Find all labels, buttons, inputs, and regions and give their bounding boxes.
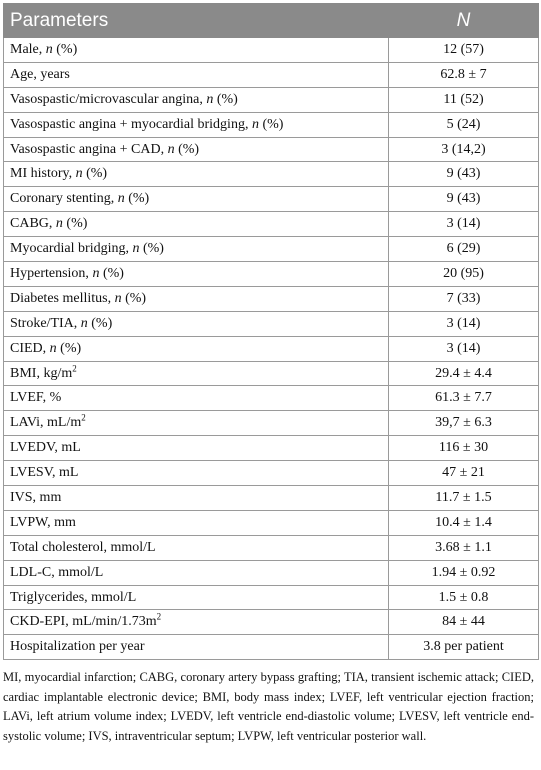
table-row: [4, 336, 539, 361]
label-text: BMI, kg/m: [10, 365, 73, 381]
label-suffix: (%): [124, 191, 150, 207]
parameter-value: 11.7 ± 1.5: [389, 486, 539, 511]
table-body: [4, 38, 539, 660]
table-row: [4, 361, 539, 386]
parameter-label: [4, 486, 389, 511]
table-row: [4, 585, 539, 610]
parameter-label: [4, 386, 389, 411]
label-italic: n: [132, 241, 140, 257]
table-row: [4, 162, 539, 187]
label-text: Stroke/TIA,: [10, 315, 81, 331]
table-row: [4, 560, 539, 585]
parameter-label: [4, 336, 389, 361]
parameter-value: 3 (14,2): [389, 137, 539, 162]
parameter-label: [4, 311, 389, 336]
table-row: [4, 311, 539, 336]
label-text: Myocardial bridging,: [10, 241, 133, 257]
label-superscript: 2: [81, 412, 86, 423]
label-text: Vasospastic angina + myocardial bridging,: [10, 116, 252, 132]
label-text: IVS, mm: [10, 489, 62, 505]
parameter-value: 47 ± 21: [389, 461, 539, 486]
parameter-label: [4, 237, 389, 262]
header-parameters: Parameters: [4, 4, 389, 38]
label-text: Vasospastic/microvascular angina,: [10, 91, 207, 107]
table-row: [4, 436, 539, 461]
parameter-value: 116 ± 30: [389, 436, 539, 461]
parameter-label: [4, 187, 389, 212]
label-text: Age, years: [10, 66, 70, 82]
parameters-table: [3, 3, 539, 660]
parameter-label: [4, 560, 389, 585]
parameter-value: 20 (95): [389, 262, 539, 287]
table-row: [4, 137, 539, 162]
parameter-label: [4, 610, 389, 635]
parameter-value: 3.68 ± 1.1: [389, 535, 539, 560]
label-text: Male,: [10, 41, 46, 57]
parameter-label: [4, 411, 389, 436]
parameter-value: 39,7 ± 6.3: [389, 411, 539, 436]
parameter-value: 61.3 ± 7.7: [389, 386, 539, 411]
table-row: [4, 535, 539, 560]
label-text: LVEF, %: [10, 390, 62, 406]
parameter-value: 5 (24): [389, 112, 539, 137]
table-row: [4, 610, 539, 635]
parameter-value: 62.8 ± 7: [389, 62, 539, 87]
table-row: [4, 237, 539, 262]
table-row: [4, 386, 539, 411]
table-row: [4, 62, 539, 87]
parameter-label: [4, 510, 389, 535]
parameter-value: 3 (14): [389, 212, 539, 237]
table-row: [4, 510, 539, 535]
table-row: [4, 112, 539, 137]
table-row: [4, 262, 539, 287]
label-text: LAVi, mL/m: [10, 415, 82, 431]
label-suffix: (%): [56, 340, 82, 356]
table-header-row: [4, 4, 539, 38]
parameter-value: 7 (33): [389, 286, 539, 311]
label-italic: n: [167, 141, 175, 157]
label-text: LVESV, mL: [10, 465, 79, 481]
table-row: [4, 212, 539, 237]
label-suffix: (%): [121, 290, 147, 306]
parameter-label: [4, 137, 389, 162]
parameter-label: [4, 635, 389, 660]
parameter-label: [4, 62, 389, 87]
label-text: LDL-C, mmol/L: [10, 564, 104, 580]
label-italic: n: [251, 116, 259, 132]
parameter-label: [4, 162, 389, 187]
label-suffix: (%): [258, 116, 284, 132]
label-text: Total cholesterol, mmol/L: [10, 539, 156, 555]
label-text: LVEDV, mL: [10, 440, 81, 456]
header-n: N: [389, 4, 539, 38]
label-suffix: (%): [87, 315, 113, 331]
label-text: CKD-EPI, mL/min/1.73m: [10, 614, 157, 630]
parameter-value: 10.4 ± 1.4: [389, 510, 539, 535]
parameter-value: 9 (43): [389, 162, 539, 187]
label-superscript: 2: [72, 362, 77, 373]
parameter-value: 1.94 ± 0.92: [389, 560, 539, 585]
label-text: Diabetes mellitus,: [10, 290, 115, 306]
parameter-value: 12 (57): [389, 38, 539, 63]
label-text: Hospitalization per year: [10, 639, 145, 655]
label-suffix: (%): [139, 241, 164, 257]
label-italic: n: [114, 290, 122, 306]
parameter-value: 11 (52): [389, 87, 539, 112]
parameter-label: [4, 461, 389, 486]
table-row: [4, 38, 539, 63]
label-suffix: (%): [174, 141, 200, 157]
parameter-label: [4, 38, 389, 63]
label-suffix: (%): [52, 41, 78, 57]
parameter-value: 84 ± 44: [389, 610, 539, 635]
label-italic: n: [45, 41, 53, 57]
parameter-label: [4, 585, 389, 610]
label-italic: n: [49, 340, 57, 356]
table-row: [4, 461, 539, 486]
parameter-value: 6 (29): [389, 237, 539, 262]
label-italic: n: [206, 91, 214, 107]
label-text: LVPW, mm: [10, 514, 76, 530]
label-superscript: 2: [156, 611, 162, 622]
label-text: CIED,: [10, 340, 50, 356]
table-row: [4, 87, 539, 112]
parameter-label: [4, 112, 389, 137]
label-text: Hypertension,: [10, 265, 93, 281]
label-italic: n: [92, 265, 100, 281]
label-text: Vasospastic angina + CAD,: [10, 141, 168, 157]
label-suffix: (%): [99, 265, 124, 281]
parameter-label: [4, 436, 389, 461]
label-suffix: (%): [82, 166, 108, 182]
parameter-value: 29.4 ± 4.4: [389, 361, 539, 386]
label-text: Coronary stenting,: [10, 191, 118, 207]
parameter-label: [4, 262, 389, 287]
parameter-value: 3 (14): [389, 336, 539, 361]
label-text: CABG,: [10, 216, 56, 232]
label-text: Triglycerides, mmol/L: [10, 589, 137, 605]
label-suffix: (%): [62, 216, 88, 232]
table-footnote: MI, myocardial infarction; CABG, coronary artery bypass grafting; TIA, transient ischemic attack; CIED, cardiac implantable electronic device; BMI, body mass index; LVEF, left ventricular ejection fraction; LAVi, left atrium volume index; LVEDV, left ventricle end-diastolic volume; LVESV, left ventricle end-systolic volume; IVS, intraventricular septum; LVPW, left ventricular posterior wall.: [3, 670, 534, 743]
label-italic: n: [80, 315, 88, 331]
table-row: [4, 486, 539, 511]
parameter-value: 9 (43): [389, 187, 539, 212]
parameter-value: 3 (14): [389, 311, 539, 336]
table-row: [4, 286, 539, 311]
label-italic: n: [117, 191, 125, 207]
table-row: [4, 635, 539, 660]
table-row: [4, 187, 539, 212]
parameter-label: [4, 87, 389, 112]
parameter-label: [4, 286, 389, 311]
parameter-label: [4, 361, 389, 386]
parameter-label: [4, 212, 389, 237]
table-row: [4, 411, 539, 436]
parameter-label: [4, 535, 389, 560]
label-italic: n: [55, 216, 63, 232]
label-text: MI history,: [10, 166, 76, 182]
parameter-value: 1.5 ± 0.8: [389, 585, 539, 610]
label-suffix: (%): [213, 91, 238, 107]
parameter-value: 3.8 per patient: [389, 635, 539, 660]
parameters-table-container: [3, 3, 538, 660]
label-italic: n: [75, 166, 83, 182]
